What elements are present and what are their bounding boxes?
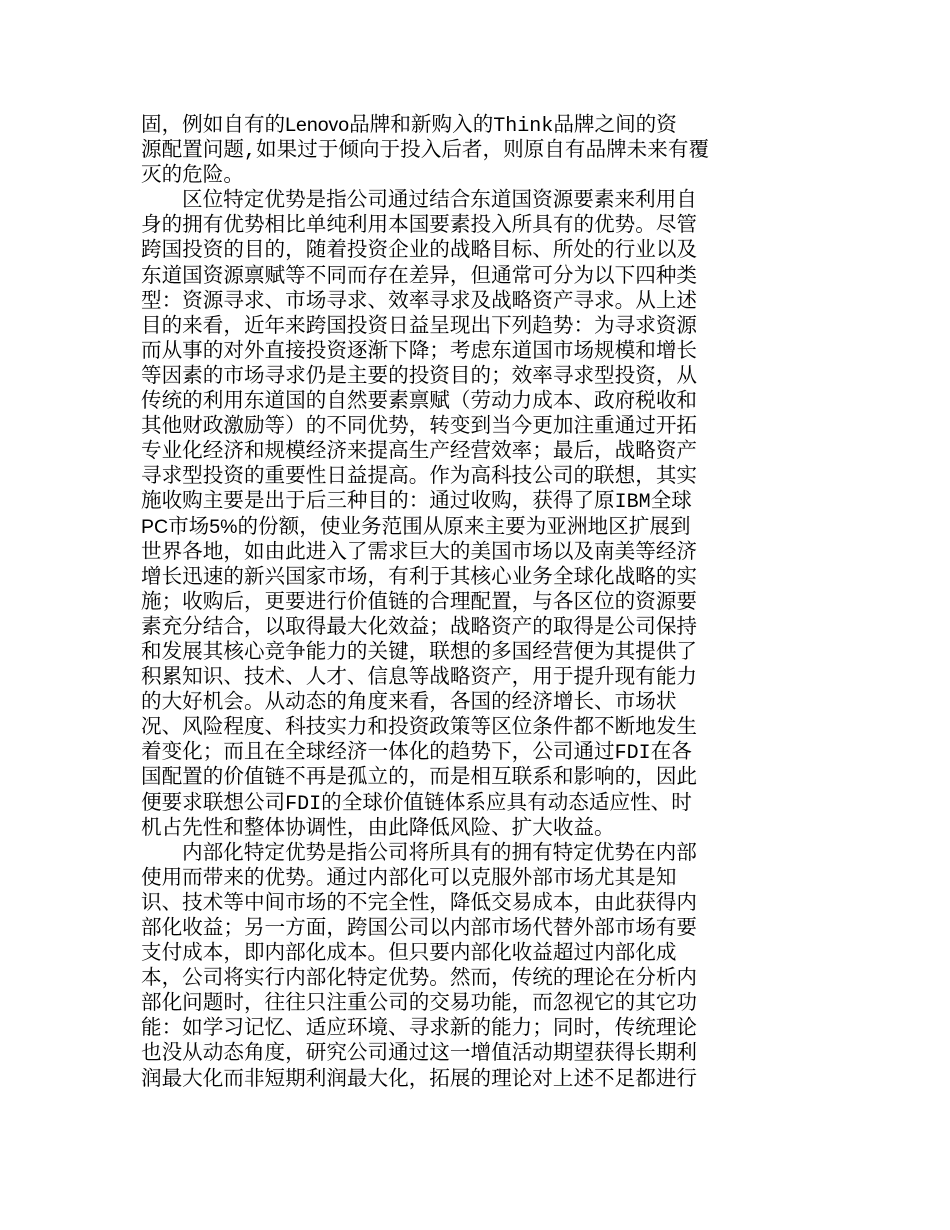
text-run: 品牌和新购入的 — [349, 112, 494, 136]
text-run: 能：如学习记忆、适应环境、寻求新的能力；同时，传统理论 — [141, 1015, 698, 1040]
text-run: 品牌之间的资 — [553, 112, 677, 136]
text-line — [141, 112, 741, 137]
text-line — [141, 815, 741, 840]
text-run: 部化问题时，往往只注重公司的交易功能，而忽视它的其它功 — [141, 990, 698, 1015]
text-run: 其他财政激励等）的不同优势，转变到当今更加注重通过开拓 — [141, 413, 698, 438]
text-run: 施收购主要是出于后三种目的：通过收购，获得了原 — [141, 488, 615, 513]
text-run: 部化收益；另一方面，跨国公司以内部市场代替外部市场有要 — [141, 915, 698, 939]
text-line — [141, 162, 741, 187]
text-run: 专业化经济和规模经济来提高生产经营效率；最后，战略资产 — [141, 438, 698, 463]
text-line — [141, 237, 741, 262]
text-run: 寻求型投资的重要性日益提高。作为高科技公司的联想，其实 — [141, 463, 698, 488]
text-line — [141, 137, 741, 162]
text-line — [141, 539, 741, 564]
text-run: 区位特定优势是指公司通过结合东道国资源要素来利用自 — [182, 187, 697, 212]
text-run: 的全球价值链体系应具有动态适应性、时 — [321, 789, 692, 814]
latin-term: IBM — [614, 491, 651, 515]
text-line — [141, 438, 741, 463]
text-run: 传统的利用东道国的自然要素禀赋（劳动力成本、政府税收和 — [141, 388, 698, 413]
text-line — [141, 413, 741, 438]
latin-term: 5% — [209, 515, 238, 538]
text-run: 全球 — [650, 488, 692, 513]
text-run: 固，例如自有的 — [141, 112, 286, 136]
latin-term: PC — [141, 515, 169, 538]
text-run: 等因素的市场寻求仍是主要的投资目的；效率寻求型投资，从 — [141, 362, 698, 387]
text-run: 素充分结合，以取得最大化效益；战略资产的取得是公司保持 — [141, 613, 698, 638]
text-run: 使用而带来的优势。通过内部化可以克服外部市场尤其是知 — [141, 864, 677, 889]
text-line — [141, 288, 741, 313]
text-line — [141, 564, 741, 589]
text-run: 世界各地，如由此进入了需求巨大的美国市场以及南美等经济 — [141, 538, 698, 563]
text-line — [141, 915, 741, 940]
text-run: 积累知识、技术、人才、信息等战略资产，用于提升现有能力 — [141, 664, 698, 689]
text-run: 增长迅速的新兴国家市场，有利于其核心业务全球化战略的实 — [141, 563, 698, 588]
text-run: 识、技术等中间市场的不完全性，降低交易成本，由此获得内 — [141, 889, 698, 914]
text-run: 的份额，使业务范围从原来主要为亚洲地区扩展到 — [237, 513, 691, 538]
text-run: 的大好机会。从动态的角度来看，各国的经济增长、市场状 — [141, 689, 677, 714]
text-line — [141, 1040, 741, 1065]
text-line — [141, 263, 741, 288]
text-line — [141, 1015, 741, 1040]
text-line — [141, 463, 741, 488]
paragraph-first-line — [141, 840, 741, 865]
text-line — [141, 865, 741, 890]
text-line — [141, 965, 741, 990]
text-run: 源配置问题 — [141, 137, 244, 162]
text-run: 灭的危险。 — [141, 162, 244, 187]
latin-term: FDI — [614, 742, 651, 766]
latin-term: , — [243, 140, 256, 164]
latin-term: FDI — [285, 792, 322, 816]
text-line — [141, 890, 741, 915]
latin-term: Lenovo — [285, 114, 350, 136]
text-run: 便要求联想公司 — [141, 789, 286, 814]
body-text — [141, 112, 741, 1091]
text-run: 东道国资源禀赋等不同而存在差异，但通常可分为以下四种类 — [141, 262, 698, 287]
text-line — [141, 790, 741, 815]
text-line — [141, 990, 741, 1015]
text-line — [141, 714, 741, 739]
text-line — [141, 212, 741, 237]
text-line — [141, 664, 741, 689]
text-run: 也没从动态角度，研究公司通过这一增值活动期望获得长期利 — [141, 1040, 698, 1065]
text-line — [141, 488, 741, 513]
text-run: 润最大化而非短期利润最大化，拓展的理论对上述不足都进行 — [141, 1065, 698, 1090]
text-line — [141, 313, 741, 338]
text-line — [141, 689, 741, 714]
text-line — [141, 940, 741, 965]
text-run: 本，公司将实行内部化特定优势。然而，传统的理论在分析内 — [141, 965, 698, 990]
text-run: 跨国投资的目的，随着投资企业的战略目标、所处的行业以及 — [141, 237, 698, 262]
text-line — [141, 764, 741, 789]
text-run: 而从事的对外直接投资逐渐下降；考虑东道国市场规模和增长 — [141, 337, 698, 362]
text-run: 着变化；而且在全球经济一体化的趋势下，公司通过 — [141, 739, 615, 764]
text-line — [141, 338, 741, 363]
text-line — [141, 388, 741, 413]
text-run: 目的来看，近年来跨国投资日益呈现出下列趋势：为寻求资源 — [141, 312, 698, 337]
text-run: 在各 — [650, 739, 692, 764]
text-run: 和发展其核心竞争能力的关键，联想的多国经营便为其提供了 — [141, 638, 698, 663]
text-run: 机占先性和整体协调性，由此降低风险、扩大收益。 — [141, 814, 615, 839]
text-run: 支付成本，即内部化成本。但只要内部化收益超过内部化成 — [141, 940, 677, 965]
paragraph-first-line — [141, 187, 741, 212]
text-run: 施；收购后，更要进行价值链的合理配置，与各区位的资源要 — [141, 588, 698, 613]
latin-term: Think — [493, 115, 554, 138]
text-run: 身的拥有优势相比单纯利用本国要素投入所具有的优势。尽管 — [141, 212, 698, 237]
text-line — [141, 614, 741, 639]
text-run: 市场 — [168, 513, 210, 538]
text-line — [141, 589, 741, 614]
text-line — [141, 363, 741, 388]
text-line — [141, 1066, 741, 1091]
text-run: 况、风险程度、科技实力和投资政策等区位条件都不断地发生 — [141, 714, 698, 739]
text-line — [141, 639, 741, 664]
text-run: 国配置的价值链不再是孤立的，而是相互联系和影响的，因此 — [141, 764, 698, 789]
text-run: 如果过于倾向于投入后者，则原自有品牌未来有覆 — [255, 137, 710, 162]
text-line — [141, 739, 741, 764]
text-line — [141, 514, 741, 539]
text-run: 型：资源寻求、市场寻求、效率寻求及战略资产寻求。从上述 — [141, 287, 698, 312]
text-run: 内部化特定优势是指公司将所具有的拥有特定优势在内部 — [182, 839, 697, 864]
